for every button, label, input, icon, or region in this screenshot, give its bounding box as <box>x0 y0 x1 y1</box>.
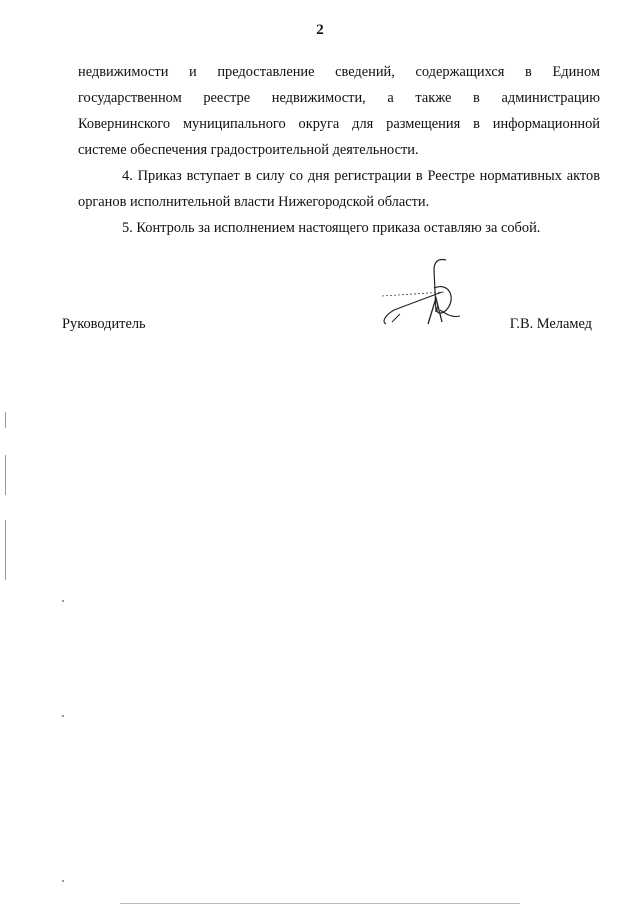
text-line: недвижимости и предоставление сведений, содержащихся в Едином <box>78 64 600 80</box>
scan-artifact <box>5 455 6 495</box>
text-line: 4. Приказ вступает в силу со дня регистрации в Реестре нормативных актов <box>122 168 600 184</box>
signatory-name: Г.В. Меламед <box>509 316 592 332</box>
text-line: органов исполнительной власти Нижегородской области. <box>78 194 430 210</box>
signatory-title: Руководитель <box>62 316 146 332</box>
text-line: Ковернинского муниципального округа для размещения в информационной <box>78 116 600 132</box>
scan-artifact <box>62 600 64 602</box>
paragraph-item-5: 5. Контроль за исполнением настоящего приказа оставляю за собой. <box>122 220 541 236</box>
text-line: государственном реестре недвижимости, а также в администрацию <box>78 90 600 106</box>
scan-artifact <box>62 715 64 717</box>
scan-artifact <box>5 412 6 428</box>
page-number: 2 <box>316 22 324 38</box>
scan-artifact <box>5 520 6 580</box>
scan-artifact <box>120 903 520 904</box>
text-line: системе обеспечения градостроительной деятельности. <box>78 142 419 158</box>
handwritten-signature <box>376 252 486 338</box>
scan-artifact <box>62 880 64 882</box>
